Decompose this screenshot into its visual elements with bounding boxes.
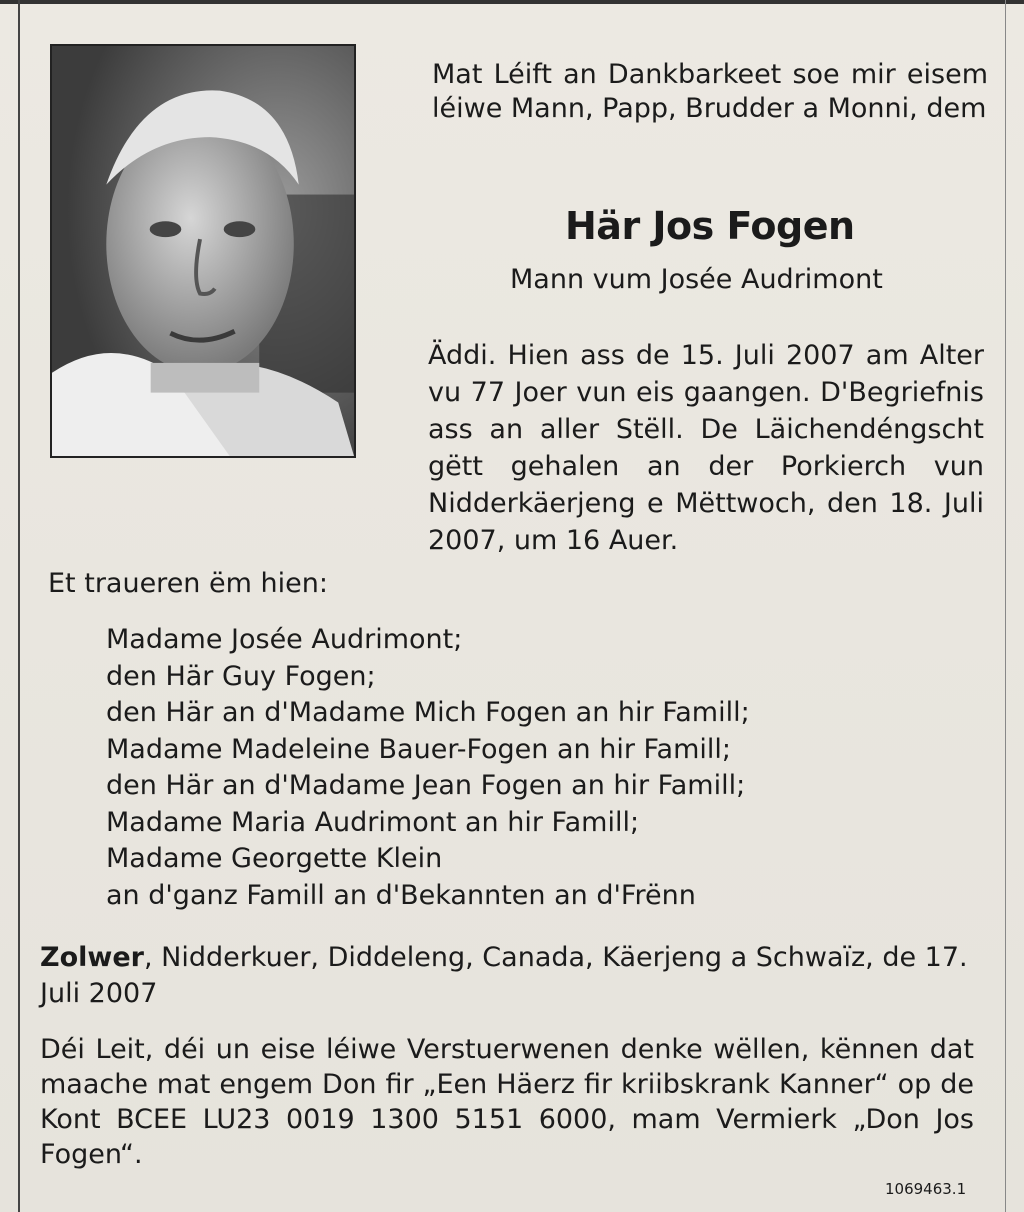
spouse-line: Mann vum Josée Audrimont xyxy=(510,264,883,295)
portrait-illustration xyxy=(52,46,354,456)
top-border xyxy=(0,0,1024,4)
death-notice: Äddi. Hien ass de 15. Juli 2007 am Alter vu 77 Joer vun eis gaangen. D'Begriefnis ass an aller Stëll. De Läichendéngscht gëtt gehalen an der Porkierch vun Nidderkäerjeng e Mëttwoch, den 18. Juli 2007, um 16 Auer. xyxy=(428,340,984,556)
donation-text: Déi Leit, déi un eise léiwe Verstuerwenen denke wëllen, kënnen dat maache mat engem Don fir „Een Häerz fir kriibskrank Kanner“ op de Kont BCEE LU23 0019 1300 5151 6000, mam Vermierk „Don Jos Fogen“. xyxy=(40,1034,974,1170)
mourners-list xyxy=(106,622,750,914)
mourner-item: Madame Madeleine Bauer-Fogen an hir Famill; xyxy=(106,733,732,765)
mourner-item: den Här Guy Fogen; xyxy=(106,660,376,692)
mourner-item: an d'ganz Famill an d'Bekannten an d'Frënn xyxy=(106,879,696,911)
mourner-item: Madame Josée Audrimont; xyxy=(106,624,463,655)
mourners-intro: Et traueren ëm hien: xyxy=(48,568,328,599)
left-border xyxy=(18,0,20,1212)
deceased-name: Här Jos Fogen xyxy=(565,204,855,248)
mourner-item: den Här an d'Madame Jean Fogen an hir Famill; xyxy=(106,770,746,801)
place-date-line xyxy=(40,940,972,1012)
reference-number: 1069463.1 xyxy=(885,1180,967,1198)
mourner-item: Madame Georgette Klein xyxy=(106,843,443,874)
place-rest: , Nidderkuer, Diddeleng, Canada, Käerjeng a Schwaïz, de 17. Juli 2007 xyxy=(40,942,968,1009)
portrait-photo xyxy=(50,44,356,458)
right-border xyxy=(1005,0,1006,1212)
mourner-item: den Här an d'Madame Mich Fogen an hir Famill; xyxy=(106,697,750,728)
intro-text: Mat Léift an Dankbarkeet soe mir eisem léiwe Mann, Papp, Brudder a Monni, dem xyxy=(432,59,988,124)
place-city: Zolwer xyxy=(40,942,144,973)
mourner-item: Madame Maria Audrimont an hir Famill; xyxy=(106,806,640,838)
